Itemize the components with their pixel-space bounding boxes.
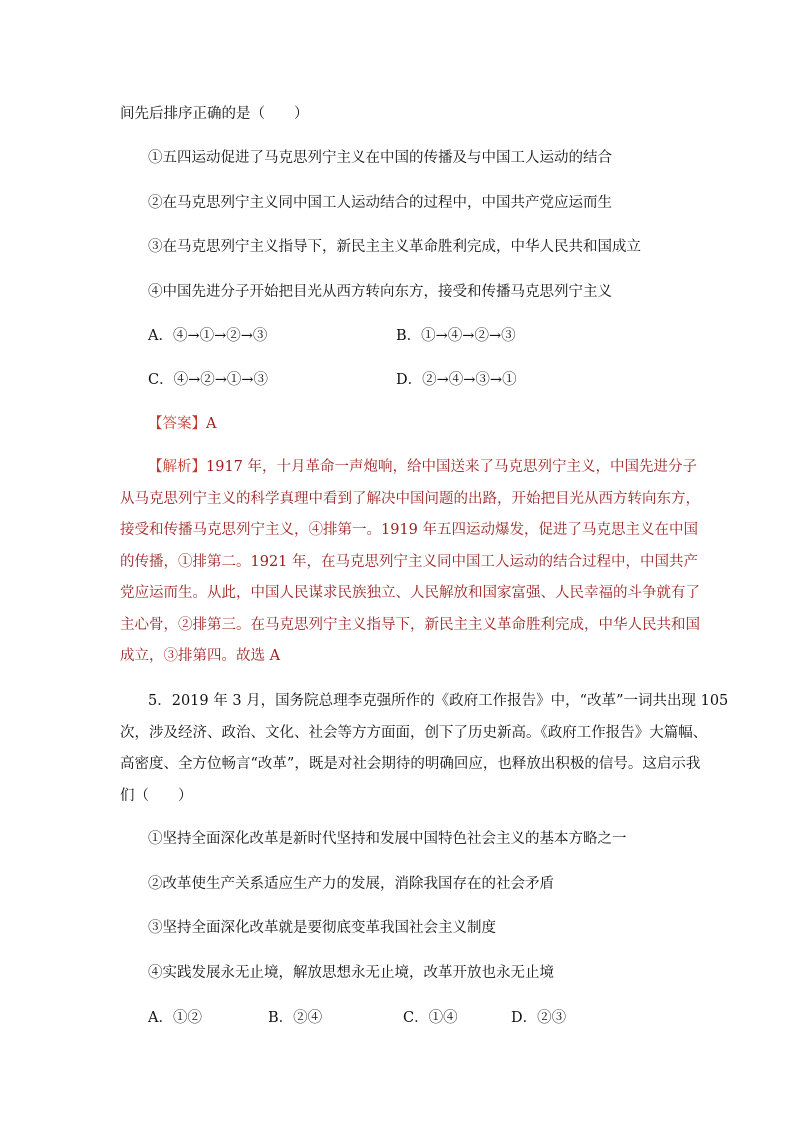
question-4-item-4: ④中国先进分子开始把目光从西方转向东方，接受和传播马克思列宁主义 [148,284,612,300]
question-5-option-a: A．①② [148,1010,202,1026]
analysis-paragraph [120,452,700,673]
question-4-option-a: A．④→①→②→③ [148,328,268,344]
question-5-option-d: D．②③ [511,1010,567,1026]
analysis-line: 主心骨，②排第三。在马克思列宁主义指导下，新民主主义革命胜利完成，中华人民共和国 [120,616,700,633]
question-4-option-c: C．④→②→①→③ [148,372,269,388]
analysis-line: 党应运而生。从此，中国人民谋求民族独立、人民解放和国家富强、人民幸福的斗争就有了 [120,585,700,601]
question-4-item-1: ①五四运动促进了马克思列宁主义在中国的传播及与中国工人运动的结合 [148,150,612,166]
analysis-line: 成立，③排第四。故选 A [120,648,281,664]
analysis-line: 的传播，①排第二。1921 年，在马克思列宁主义同中国工人运动的结合过程中，中国共产 [120,553,699,570]
question-4-option-d: D．②→④→③→① [396,372,517,388]
analysis-line: 1917 年，十月革命一声炮响，给中国送来了马克思列宁主义，中国先进分子 [206,459,698,475]
question-5-stem-line: 们（ ） [120,787,193,804]
answer-value: A [206,416,217,432]
question-5-item-3: ③坚持全面深化改革就是要彻底变革我国社会主义制度 [148,920,496,936]
answer-row [148,414,216,434]
question-5-stem-line: 高密度、全方位畅言“改革”，既是对社会期待的明确回应，也释放出积极的信号。这启示我 [120,756,701,772]
question-4-item-3: ③在马克思列宁主义指导下，新民主主义革命胜利完成，中华人民共和国成立 [148,239,641,255]
answer-label: 【答案】 [148,416,206,432]
analysis-line: 从马克思列宁主义的科学真理中看到了解决中国问题的出路，开始把目光从西方转向东方， [120,490,700,507]
question-5-option-b: B．②④ [268,1010,323,1026]
question-5-stem-line: 5．2019 年 3 月，国务院总理李克强所作的《政府工作报告》中，“改革”一词共出现 105 [148,693,729,709]
question-5-stem [120,686,729,812]
question-5-item-2: ②改革使生产关系适应生产力的发展，消除我国存在的社会矛盾 [148,876,554,892]
question-5-item-4: ④实践发展永无止境，解放思想永无止境，改革开放也永无止境 [148,965,554,981]
question-5-item-1: ①坚持全面深化改革是新时代坚持和发展中国特色社会主义的基本方略之一 [148,831,627,847]
question-4-item-2: ②在马克思列宁主义同中国工人运动结合的过程中，中国共产党应运而生 [148,195,612,211]
analysis-line: 接受和传播马克思列宁主义，④排第一。1919 年五四运动爆发，促进了马克思主义在中国 [120,522,699,538]
question-4-stem-tail: 间先后排序正确的是（ ） [120,106,309,122]
question-4-option-b: B．①→④→②→③ [396,328,516,344]
question-5-option-c: C．①④ [403,1010,458,1026]
analysis-label: 【解析】 [148,459,206,475]
question-5-stem-line: 次，涉及经济、政治、文化、社会等方方面面，创下了历史新高。《政府工作报告》大篇幅、 [120,724,708,741]
